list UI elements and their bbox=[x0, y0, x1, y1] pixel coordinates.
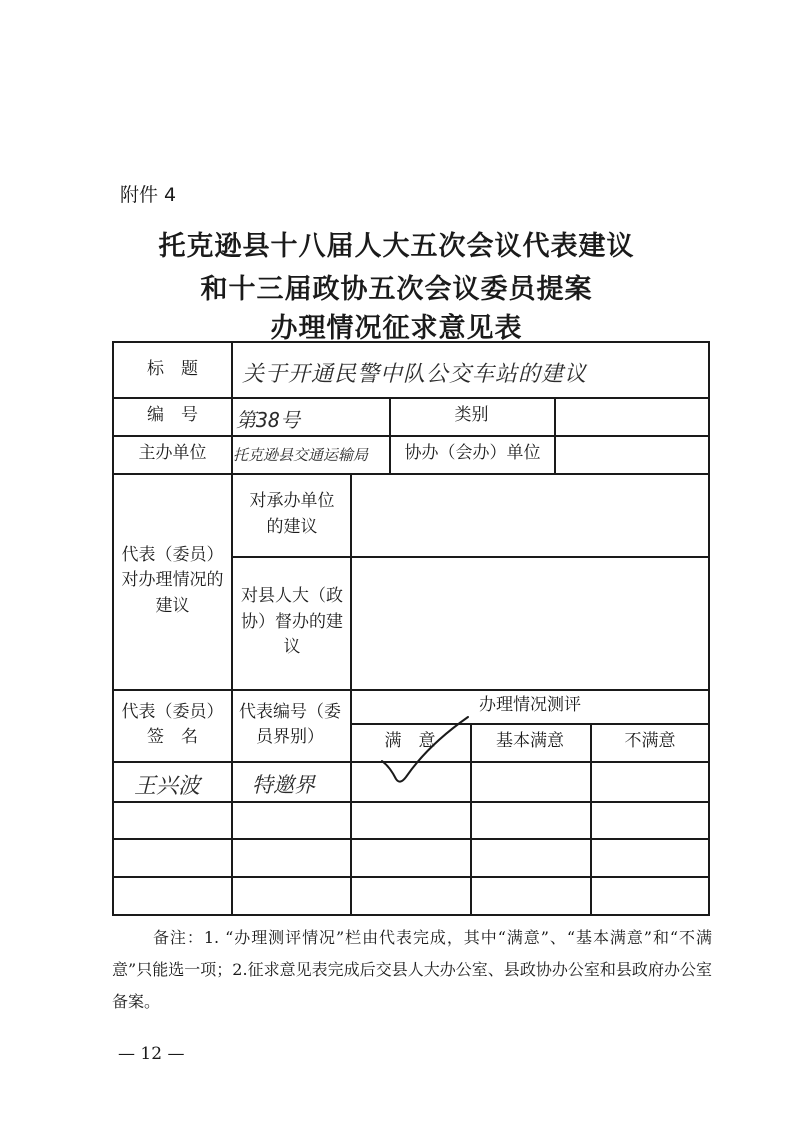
grid-line bbox=[114, 838, 710, 840]
rep-number-value: 特邀界 bbox=[252, 773, 315, 797]
host-unit-value: 托克逊县交通运输局 bbox=[233, 446, 369, 464]
suggestion-section-label: 代表（委员）对办理情况的建议 bbox=[121, 544, 224, 616]
opinion-form-table bbox=[112, 341, 710, 916]
to-congress-value bbox=[350, 556, 710, 689]
number-value: 第38号 bbox=[236, 408, 301, 432]
host-unit-label: 主办单位 bbox=[138, 443, 207, 464]
attachment-label: 附件 4 bbox=[120, 184, 177, 206]
co-unit-label: 协办（会办）单位 bbox=[404, 443, 541, 464]
page-number: — 12 — bbox=[118, 1044, 185, 1064]
title-value: 关于开通民警中队公交车站的建议 bbox=[242, 362, 588, 387]
remarks-note bbox=[112, 922, 712, 1018]
category-value bbox=[554, 397, 710, 435]
page-title-line-3: 办理情况征求意见表 bbox=[270, 313, 523, 344]
grid-line bbox=[114, 801, 710, 803]
to-congress-label: 对县人大（政协）督办的建议 bbox=[241, 586, 343, 658]
to-unit-value bbox=[350, 473, 710, 556]
signature-header: 代表（委员）签 名 bbox=[121, 701, 224, 747]
page-title-line-2: 和十三届政协五次会议委员提案 bbox=[200, 274, 593, 305]
grid-line bbox=[114, 876, 710, 878]
checkmark-icon bbox=[376, 715, 472, 793]
co-unit-value bbox=[554, 435, 710, 473]
eval-option-dissatisfied: 不满意 bbox=[624, 731, 676, 752]
eval-option-basically-satisfied: 基本满意 bbox=[496, 731, 564, 752]
signature-value: 王兴波 bbox=[134, 774, 201, 799]
grid-line bbox=[231, 343, 233, 916]
evaluation-header: 办理情况测评 bbox=[479, 695, 581, 716]
number-label: 编 号 bbox=[147, 405, 198, 426]
page-title-line-1: 托克逊县十八届人大五次会议代表建议 bbox=[158, 231, 635, 262]
rep-number-header: 代表编号（委员界别） bbox=[239, 701, 341, 747]
remarks-text: 备注：1. “办理测评情况”栏由代表完成，其中“满意”、“基本满意”和“不满意”只能选一项；2.征求意见表完成后交县人大办公室、县政协办公室和县政府办公室备案。 bbox=[112, 928, 712, 1011]
title-label: 标 题 bbox=[147, 359, 198, 380]
to-unit-label: 对承办单位的建议 bbox=[249, 491, 335, 537]
eval-option-satisfied: 满 意 bbox=[384, 731, 436, 752]
category-label: 类别 bbox=[454, 405, 489, 426]
